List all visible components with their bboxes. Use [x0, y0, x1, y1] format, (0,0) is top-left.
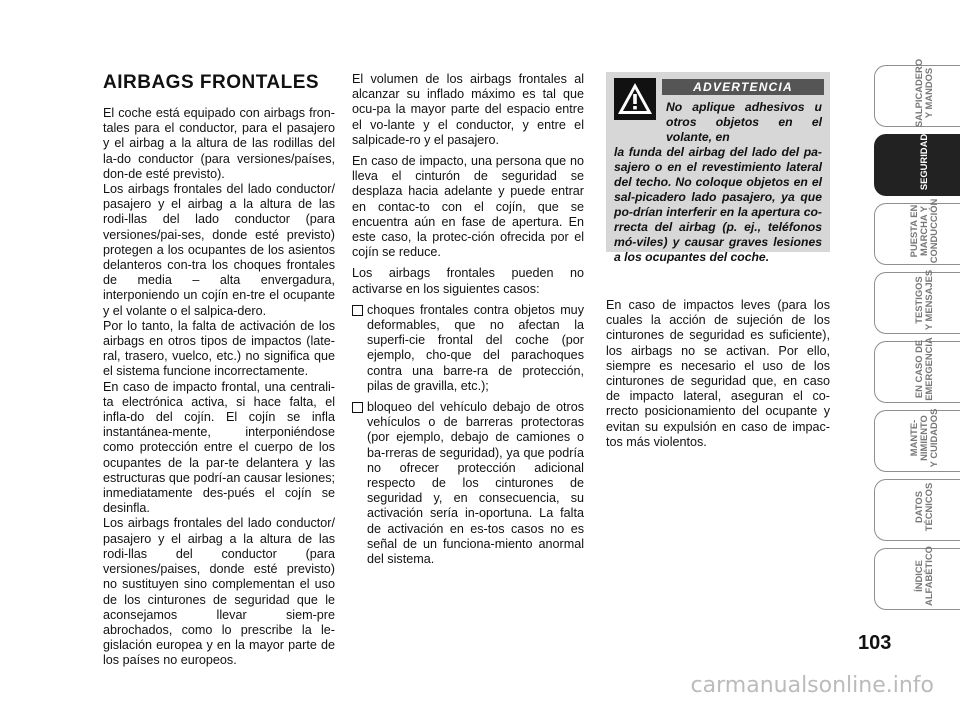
watermark: carmanualsonline.info: [690, 673, 934, 698]
footer: [0, 673, 960, 709]
tab-datos-tecnicos[interactable]: DATOS TÉCNICOS: [874, 479, 960, 541]
tab-seguridad[interactable]: SEGURIDAD: [874, 134, 960, 196]
paragraph: En caso de impacto, una persona que no lleva el cinturón de seguridad se desplaza hacia adelante y puede entrar en contac-to con el cojín, que se encuentra aún en fase de apertura. En este caso, la protec-ción ofrecida por el cojín se reduce.: [352, 154, 584, 260]
checkbox-bullet-icon: [352, 305, 363, 316]
tab-salpicadero[interactable]: SALPICADERO Y MANDOS: [874, 65, 960, 127]
warning-text: No aplique adhesivos u otros objetos en el volante, en la funda del airbag del lado del pa-sajero o en el revestimiento lateral del techo. No coloque objetos en el sal-picadero lado pasajero, ya que po-drían interferir en la apertura co-rrecta del airbag (p. ej., teléfonos mó-viles) y causar graves lesiones a los ocupantes del coche.: [614, 100, 822, 264]
page-title: AIRBAGS FRONTALES: [103, 72, 320, 93]
tab-indice[interactable]: ÍNDICE ALFABÉTICO: [874, 548, 960, 610]
paragraph: En caso de impactos leves (para los cuales la acción de sujeción de los cinturones de seguridad es suficiente), los airbags no se activan. Por ello, siempre es necesario el uso de los cinturones de seguridad que, en caso de impacto lateral, aseguran el co-rrecto posicionamiento del ocupante y evitan su expulsión en caso de impac-tos más violentos.: [606, 298, 830, 449]
paragraph: Los airbags frontales del lado conductor/ pasajero y el airbag a la altura de las rodi-llas del conductor (para versiones/paises, donde esté previsto) no sustituyen sino complementan el uso de los cinturones de seguridad que le aconsejamos llevar siem-pre abrochados, como lo prescribe la le-gislación europea y en la mayor parte de los países no europeos.: [103, 516, 335, 668]
tab-puesta-en-marcha[interactable]: PUESTA EN MARCHA Y CONDUCCIÓN: [874, 203, 960, 265]
page-number: 103: [858, 632, 892, 654]
paragraph: En caso de impacto frontal, una centrali-ta electrónica activa, si hace falta, el infla-do del cojín. El cojín se infla instantánea-mente, interponiéndose como protección entre el cuerpo de los ocupantes de la par-te delantera y las estructuras que podrí-an causar lesiones; inmediatamente des-pués el cojín se desinfla.: [103, 379, 335, 516]
column-3: [606, 72, 830, 456]
list-item: choques frontales contra objetos muy deformables, que no afectan la superfi-cie frontal del coche (por ejemplo, cho-que del parachoques contra una barre-ra de protección, pilas de gravilla, etc.);: [352, 303, 584, 394]
column-2: [352, 72, 584, 573]
checkbox-bullet-icon: [352, 402, 363, 413]
paragraph: El volumen de los airbags frontales al alcanzar su inflado máximo es tal que ocu-pa la mayor parte del espacio entre el vo-lante y el conductor, y entre el salpicade-ro y el pasajero.: [352, 72, 584, 147]
tab-mantenimiento[interactable]: MANTE- NIMIENTO Y CUIDADOS: [874, 410, 960, 472]
tab-testigos[interactable]: TESTIGOS Y MENSAJES: [874, 272, 960, 334]
paragraph: Los airbags frontales del lado conductor/ pasajero y el airbag a la altura de las rodi-llas del lado conductor (para versiones/pai-ses, donde esté previsto) protegen a los ocupantes de los asientos delanteros con-tra los choques frontales de media – alta envergadura, interponiendo un cojín en-tre el ocupante y el volante o el salpica-dero.: [103, 182, 335, 318]
list-item: bloqueo del vehículo debajo de otros vehículos o de barreras protectoras (por ejemplo, debajo de camiones o ba-rreras de seguridad), ya que podría no ofrecer protección adicional respecto de los cinturones de seguridad y, en consecuencia, su activación sería in-oportuna. La falta de activación en es-tos casos no es señal de un funciona-miento anormal del sistema.: [352, 400, 584, 567]
warning-triangle-icon: [614, 78, 656, 120]
warning-heading: ADVERTENCIA: [662, 79, 824, 95]
column-1: [103, 72, 335, 675]
bullet-list: [352, 303, 584, 567]
warning-box: [606, 72, 830, 264]
tab-emergencia[interactable]: EN CASO DE EMERGENCIA: [874, 341, 960, 403]
paragraph: El coche está equipado con airbags fron-tales para el conductor, para el pasajero y el airbag a la altura de las rodillas del la-do conductor (para versiones/países, don-de esté previsto).: [103, 106, 335, 181]
paragraph: Por lo tanto, la falta de activación de los airbags en otros tipos de impactos (late-ral, trasero, vuelco, etc.) no significa que el sistema funcione incorrectamente.: [103, 318, 335, 379]
paragraph: Los airbags frontales pueden no activarse en los siguientes casos:: [352, 266, 584, 296]
